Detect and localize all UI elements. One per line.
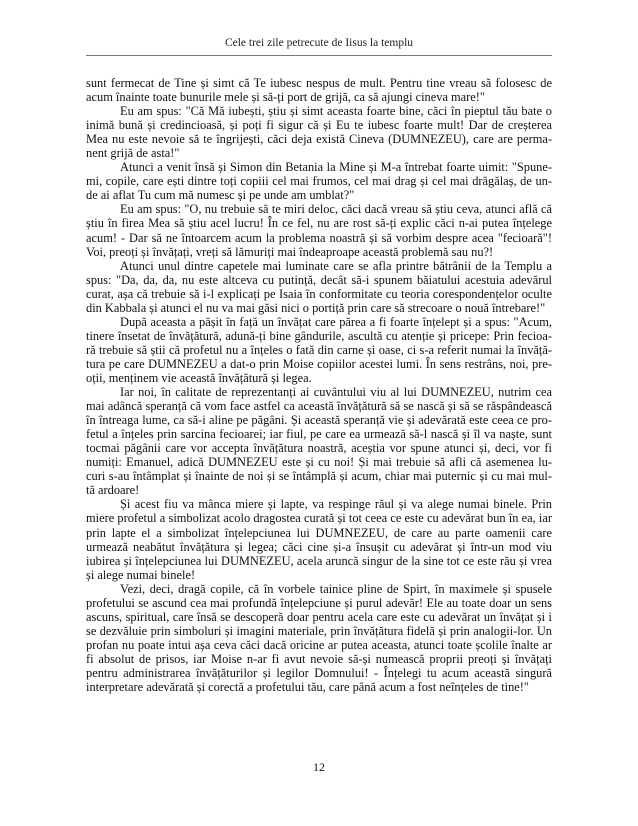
paragraph: sunt fermecat de Tine și simt că Te iubesc nespus de mult. Pentru tine vreau să folosesc de acum înainte toate bunurile mele și să-ți port de grijă, ca să ajungi cineva mare!": [86, 76, 552, 105]
paragraph: Atunci unul dintre capetele mai luminate care se afla printre bătrânii de la Templu a spus: "Da, da, da, nu este altceva cu putință, decât să-i spunem băiatului acestuia adevărul curat, așa că trebuie să i-l explicați pe Isaia în conformitate cu teoria corespondențelor oculte din Kabbala și atunci el nu va mai găsi nici o portiță prin care să strecoare o nouă întrebare!": [86, 258, 552, 315]
body-text: [86, 76, 552, 694]
header-rule: [86, 55, 552, 56]
paragraph: Iar noi, în calitate de reprezentanți ai cuvântului viu al lui DUMNEZEU, nutrim cea mai adâncă speranță că vom face astfel ca această învățătură să se nască și să se răspândească în întreaga lume, ca să-i aline pe păgâni. Și această speranță vie și adevărată este ceea ce pro-fetul a înțeles prin sarcina fecioarei; iar fiul, pe care ea urmează să-l nască și îl va naște, sunt tocmai păgânii care vor accepta învățătura noastră, aceștia vor spune atunci și, deci, vor fi numiți: Emanuel, adică DUMNEZEU este și cu noi! Și mai trebuie să afli că asemenea lu-curi s-au întâmplat și înainte de noi și se întâmplă și acum, chiar mai puternic și cu mai mul-tă ardoare!: [86, 385, 552, 498]
paragraph: Atunci a venit însă și Simon din Betania la Mine și M-a întrebat foarte uimit: "Spune-mi, copile, care ești dintre toți copiii cel mai frumos, cel mai drag și cel mai drăgălaș, de un-de ai aflat Tu cum mă numesc și pe unde am umblat?": [86, 160, 552, 203]
running-header: Cele trei zile petrecute de Iisus la templu: [224, 37, 414, 49]
page-number: 12: [313, 760, 325, 774]
paragraph: Eu am spus: "Că Mă iubești, știu și simt aceasta foarte bine, căci în pieptul tău bate o inimă bună și credincioasă, și poți fi sigur că și Eu te iubesc foarte mult! Dar de creșterea Mea nu este nevoie să te îngrijești, căci deja există Cineva (DUMNEZEU), care are perma-nent grijă de asta!": [86, 104, 552, 161]
paragraph: Și acest fiu va mânca miere și lapte, va respinge răul și va alege numai binele. Prin miere profetul a simbolizat acolo dragostea curată și tot ceea ce este cu adevărat bun în ea, iar prin lapte el a simbolizat înțelepciunea lui DUMNEZEU, de care au parte oamenii care urmează neabătut învățătura și legea; căci cine și-a însușit cu adevărat și într-un mod viu iubirea și înțelepciunea lui DUMNEZEU, acela aruncă singur de la sine tot ce este rău și vrea și alege numai binele!: [86, 497, 552, 582]
paragraph: După aceasta a pășit în față un învățat care părea a fi foarte înțelept și a spus: "Acum, tinere însetat de învățătură, adună-ți bine gândurile, ascultă cu atenție și pricepe: Prin fecioa-ră trebuie să știi că profetul nu a înțeles o fată din carne și oase, ci s-a referit numai la învăță-tura pe care DUMNEZEU a dat-o prin Moise copiilor acestei lumi. În sens restrâns, noi, pre-oții, menținem vie această învățătură și legea.: [86, 314, 552, 385]
paragraph: Vezi, deci, dragă copile, că în vorbele tainice pline de Spirt, în maximele și spusele profetului se ascund cea mai profundă înțelepciune și purul adevăr! Ele au toate doar un sens ascuns, spiritual, care însă se descoperă doar pentru acela care este cu adevărat un învățat și i se dezvăluie prin simboluri și imagini materiale, prin învățătura fidelă și prin analogii-lor. Un profan nu poate intui așa ceva căci dacă oricine ar putea aceasta, atunci toate școlile înalte ar fi absolut de prisos, iar Moise n-ar fi avut nevoie să-și numească proprii preoți și învățați pentru administrarea învățăturilor și legilor Domnului! - Înțelegi tu acum această singură interpretare adevărată și corectă a profetului tău, care până acum a fost neînțeles de tine!": [86, 581, 552, 695]
paragraph: Eu am spus: "O, nu trebuie să te miri deloc, căci dacă vreau să știu ceva, atunci află că știu în firea Mea să știu acel lucru! În ce fel, nu are rost să-ți explic căci n-ai putea înțelege acum! - Dar să ne întoarcem acum la problema noastră și să vorbim despre acea "fecioară"! Voi, preoți și învățați, vreți să lămuriți mai îndeaproape această problemă sau nu?!: [86, 202, 552, 259]
